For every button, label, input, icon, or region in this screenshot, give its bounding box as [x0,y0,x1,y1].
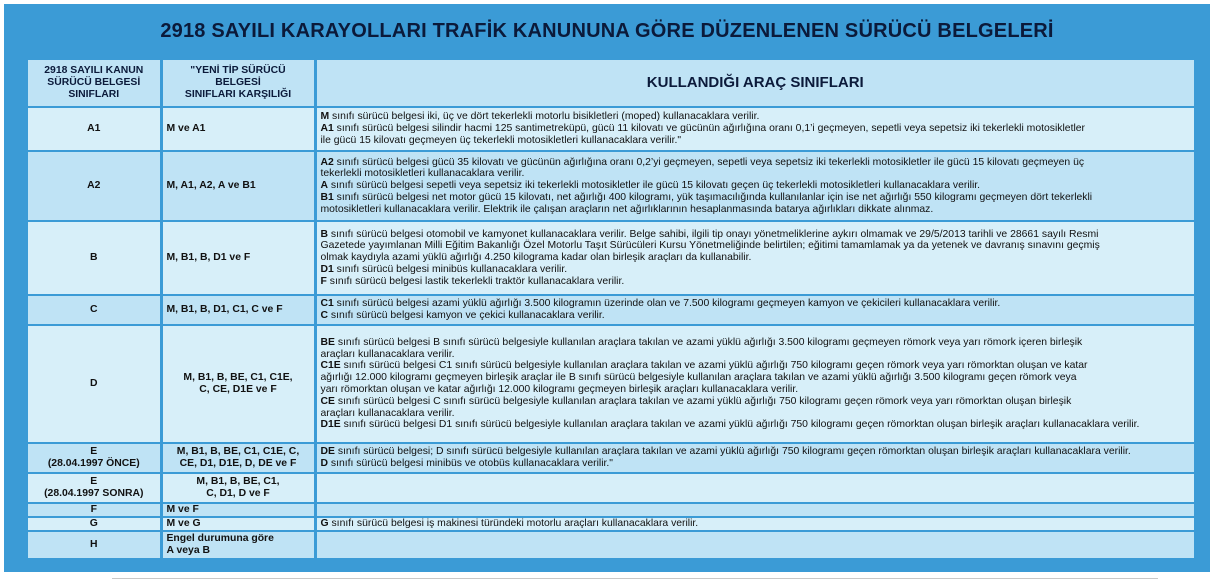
vehicle-class-description [315,107,1194,151]
description-line [321,252,1191,264]
class-text: sınıfı sürücü belgesi B sınıfı sürücü belgesiyle kullanılan araçlara takılan ve azami yüklü ağırlığı 3.500 kilogramı geçmeyen römork veya yarı römork içeren birleşik [334,336,1083,348]
header-new-class: "YENİ TİP SÜRÜCÜ BELGESİ SINIFLARI KARŞILIĞI [161,60,315,107]
table-row [28,295,1194,325]
table-row [28,503,1194,517]
class-text: olmak kaydıyla azami yüklü ağırlığı 4.250 kilograma kadar olan birleşik araçları da kullanabilir. [320,252,752,264]
table-row [28,325,1194,443]
class-code: C1E [320,360,341,372]
class-code: M [320,111,330,123]
description-line [321,123,1191,135]
old-class-cell: F [28,503,161,517]
class-text: sınıfı sürücü belgesi C1 sınıfı sürücü belgesiyle kullanılan araçlara takılan ve azami yüklü ağırlığı 750 kilogramı geçen römork veya yarı römorktan oluşan ve katar [340,360,1088,372]
description-line [321,135,1191,147]
new-class-cell: M, B1, B, BE, C1, C1E, C, CE, D1E ve F [161,325,315,443]
description-line [321,360,1191,372]
class-text: sınıfı sürücü belgesi net motor gücü 15 kilovatı, net ağırlığı 400 kilogramı, yük taşımacılığında kullanılanlar için ise net ağırlığı 550 kilogramı geçmeyen dört tekerlekli [333,191,1093,203]
table-row [28,531,1194,558]
new-class-cell: Engel durumuna göre A veya B [161,531,315,558]
class-text: sınıfı sürücü belgesi minibüs kullanacaklara verilir. [333,263,568,275]
vehicle-class-description [315,151,1194,221]
class-text: araçları kullanacaklara verilir. [320,348,455,360]
description-line [321,458,1191,470]
description-line [321,229,1191,241]
class-text: sınıfı sürücü belgesi kamyon ve çekici kullanacaklara verilir. [328,310,605,321]
description-line [321,518,1191,530]
description-line [321,157,1191,169]
description-line [321,446,1191,458]
class-text: sınıfı sürücü belgesi azami yüklü ağırlığı 3.500 kilogramın üzerinde olan ve 7.500 kilogramı geçmeyen kamyon ve çekicileri kullanacaklara verilir. [333,298,1001,310]
page-title: 2918 SAYILI KARAYOLLARI TRAFİK KANUNUNA GÖRE DÜZENLENEN SÜRÜCÜ BELGELERİ [160,19,1054,42]
description-line [321,419,1191,431]
bottom-divider [112,578,1158,579]
class-code: BE [320,336,335,348]
table-header-row [28,60,1194,107]
description-line [321,240,1191,252]
description-line [321,264,1191,276]
class-text: sınıfı sürücü belgesi iş makinesi türündeki motorlu araçları kullanacaklara verilir. [328,518,699,530]
new-class-cell: M ve F [161,503,315,517]
class-code: A2 [320,156,334,168]
old-class-cell: A1 [28,107,161,151]
vehicle-class-description [315,221,1194,295]
vehicle-class-description [315,517,1194,531]
description-line [321,337,1191,349]
class-code: CE [320,395,335,407]
class-text: motosikletleri kullanacaklara verilir. Elektrik ile çalışan araçların net ağırlıklarının hesaplanmasında batarya ağırlıkları dikkate alınmaz. [320,203,934,215]
class-code: D [320,458,329,469]
table-row [28,151,1194,221]
new-class-cell: M, B1, B, D1 ve F [161,221,315,295]
class-text: sınıfı sürücü belgesi D1 sınıfı sürücü belgesiyle kullanılan araçlara takılan ve azami yüklü ağırlığı 750 kilogramı geçen römorktan oluşan birleşik araçları kullanacaklara verilir. [340,419,1140,431]
class-code: B1 [320,191,334,203]
class-text: sınıfı sürücü belgesi silindir hacmi 125 santimetreküpü, gücü 11 kilovatı ve gücünün ağırlığına oranı 0,1’i geçmeyen, sepetli veya sepetsiz iki tekerlekli motosikletler [333,123,1085,135]
new-class-cell: M, B1, B, BE, C1, C, D1, D ve F [161,473,315,503]
description-line [321,349,1191,361]
class-code: G [320,518,329,530]
table-row [28,473,1194,503]
class-text: yarı römorktan oluşan ve katar ağırlığı 12.000 kilogramı geçmeyen birleşik araçları kullanacaklara verilir. [320,384,799,395]
class-text: ağırlığı 12.000 kilogramı geçmeyen birleşik araçlar ile B sınıfı sürücü belgesiyle kullanılan araçlara takılan ve azami yüklü ağırlığı 3.500 kilogramı geçen römork veya [320,372,1077,384]
description-line [321,276,1191,288]
vehicle-class-description [315,503,1194,517]
description-line [321,192,1191,204]
class-code: C [320,310,329,321]
new-class-cell: M, A1, A2, A ve B1 [161,151,315,221]
old-class-cell: E (28.04.1997 ÖNCE) [28,443,161,473]
old-class-cell: H [28,531,161,558]
description-line [321,298,1191,310]
vehicle-class-description [315,443,1194,473]
class-code: F [320,275,327,287]
old-class-cell: G [28,517,161,531]
class-text: ile gücü 15 kilovatı geçmeyen üç tekerlekli motosikletleri kullanacaklara verilir." [320,134,682,146]
class-text: sınıfı sürücü belgesi minibüs ve otobüs kullanacaklara verilir." [328,458,613,469]
class-text: sınıfı sürücü belgesi lastik tekerlekli traktör kullanacaklara verilir. [326,275,625,287]
license-table-panel [4,4,1210,572]
class-text: sınıfı sürücü belgesi sepetli veya sepetsiz iki tekerlekli motosikletler ile gücü 15 kilovatı geçen üç tekerlekli motosikletleri kullanacaklara verilir. [328,180,981,192]
table-row [28,107,1194,151]
description-line [321,396,1191,408]
description-line [321,180,1191,192]
old-class-cell: D [28,325,161,443]
table-row [28,443,1194,473]
class-code: D1E [320,419,341,431]
description-line [321,168,1191,180]
class-text: sınıfı sürücü belgesi otomobil ve kamyonet kullanacaklara verilir. Belge sahibi, ilgili tip onayı yönetmeliklerine aykırı olmamak ve 29/5/2013 tarihli ve 28661 sayılı Resmi [328,228,1099,240]
new-class-cell: M ve A1 [161,107,315,151]
class-code: A [320,180,329,192]
description-line [321,204,1191,216]
vehicle-class-description [315,531,1194,558]
vehicle-class-description [315,295,1194,325]
header-old-class: 2918 SAYILI KANUN SÜRÜCÜ BELGESİ SINIFLARI [28,60,161,107]
new-class-cell: M, B1, B, BE, C1, C1E, C, CE, D1, D1E, D, DE ve F [161,443,315,473]
class-code: DE [320,446,335,458]
class-text: tekerlekli motosikletleri kullanacaklara verilir. [320,168,525,180]
description-line [321,384,1191,396]
class-text: sınıfı sürücü belgesi gücü 35 kilovatı ve gücünün ağırlığına oranı 0,2’yi geçmeyen, sepetli veya sepetsiz iki tekerlekli motosikletler ile gücü 15 kilovatı geçmeyen üç [333,156,1085,168]
table-row [28,517,1194,531]
vehicle-class-description [315,325,1194,443]
class-text: sınıfı sürücü belgesi C sınıfı sürücü belgesiyle kullanılan araçlara takılan ve azami yüklü ağırlığı 750 kilogramı geçen römork veya yarı römorktan oluşan birleşik [334,395,1072,407]
new-class-cell: M ve G [161,517,315,531]
class-code: B [320,228,329,240]
table-row [28,221,1194,295]
new-class-cell: M, B1, B, D1, C1, C ve F [161,295,315,325]
description-line [321,310,1191,322]
class-text: sınıfı sürücü belgesi iki, üç ve dört tekerlekli motorlu bisikletleri (moped) kullanacaklara verilir. [329,111,760,123]
vehicle-class-description [315,473,1194,503]
license-classes-table [28,60,1194,558]
header-vehicle-classes: KULLANDIĞI ARAÇ SINIFLARI [315,60,1194,107]
old-class-cell: B [28,221,161,295]
description-line [321,111,1191,123]
old-class-cell: E (28.04.1997 SONRA) [28,473,161,503]
class-code: C1 [320,298,334,310]
class-code: A1 [320,123,334,135]
class-text: araçları kullanacaklara verilir. [320,407,455,419]
class-text: sınıfı sürücü belgesi; D sınıfı sürücü belgesiyle kullanılan araçlara takılan ve azami yüklü ağırlığı 750 kilogramı geçen römorktan oluşan birleşik araçları kullanacaklara verilir. [334,446,1131,458]
description-line [321,372,1191,384]
old-class-cell: C [28,295,161,325]
description-line [321,408,1191,420]
class-code: D1 [320,263,334,275]
old-class-cell: A2 [28,151,161,221]
class-text: Gazetede yayımlanan Milli Eğitim Bakanlığı Özel Motorlu Taşıt Sürücüleri Kursu Yönetmeliğinde belirtilen; eğitimi tamamlamak ya da yetenek ve davranış sınavını geçmiş [320,240,1100,252]
